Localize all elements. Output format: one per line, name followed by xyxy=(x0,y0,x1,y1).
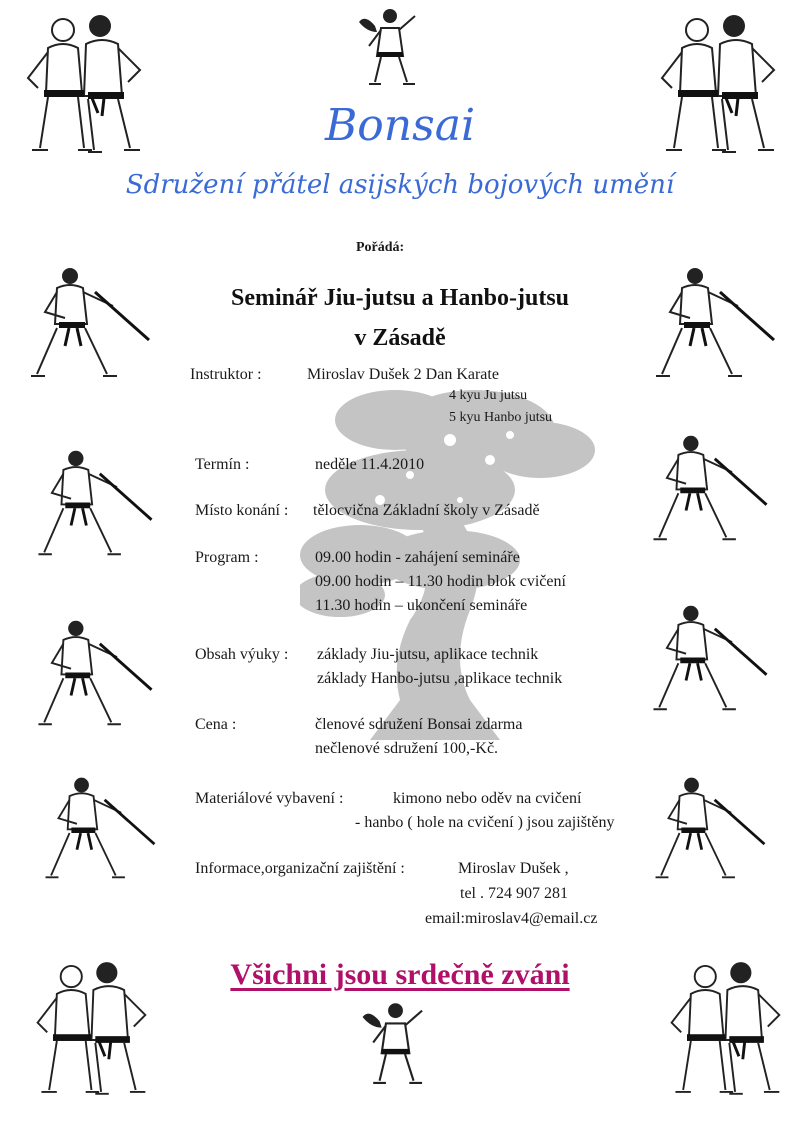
organizes-label: Pořádá: xyxy=(356,240,405,255)
instructor-label: Instruktor : xyxy=(190,366,262,383)
content-line: základy Jiu-jutsu, aplikace technik xyxy=(317,646,539,663)
place-value: tělocvična Základní školy v Zásadě xyxy=(313,502,540,519)
event-title-line1: Seminář Jiu-jutsu a Hanbo-jutsu xyxy=(230,285,570,311)
karateka-bo-staff-illustration xyxy=(30,615,160,730)
equipment-line: kimono nebo oděv na cvičení xyxy=(393,790,582,807)
equipment-line: - hanbo ( hole na cvičení ) jsou zajištěny xyxy=(355,814,615,831)
karateka-bo-staff-illustration xyxy=(645,430,775,545)
brand-title: Bonsai xyxy=(324,100,476,151)
place-label: Místo konání : xyxy=(195,502,289,519)
info-label: Informace,organizační zajištění : xyxy=(195,860,405,877)
program-line: 09.00 hodin – 11.30 hodin blok cvičení xyxy=(315,573,566,590)
karateka-bo-staff-illustration xyxy=(645,262,785,382)
price-label: Cena : xyxy=(195,716,237,733)
karateka-bo-staff-illustration xyxy=(40,770,160,885)
contact-email: email:miroslav4@email.cz xyxy=(425,910,598,927)
instructor-rank: 5 kyu Hanbo jutsu xyxy=(449,410,553,425)
equipment-label: Materiálové vybavení : xyxy=(195,790,344,807)
term-value: neděle 11.4.2010 xyxy=(315,456,425,473)
karateka-bo-staff-illustration xyxy=(650,770,770,885)
karateka-bo-staff-illustration xyxy=(20,262,160,382)
instructor-name: Miroslav Dušek 2 Dan Karate xyxy=(307,366,499,383)
term-label: Termín : xyxy=(195,456,250,473)
contact-phone: tel . 724 907 281 xyxy=(460,885,568,902)
karateka-bo-staff-illustration xyxy=(30,445,160,560)
karateka-bo-staff-illustration xyxy=(645,600,775,715)
throw-technique-illustration xyxy=(358,1000,433,1085)
contact-name: Miroslav Dušek , xyxy=(458,860,569,877)
instructor-rank: 4 kyu Ju jutsu xyxy=(449,388,528,403)
program-line: 11.30 hodin – ukončení semináře xyxy=(315,597,528,614)
price-line: členové sdružení Bonsai zdarma xyxy=(315,716,523,733)
event-title-line2: v Zásadě xyxy=(354,325,446,351)
content-label: Obsah výuky : xyxy=(195,646,289,663)
program-line: 09.00 hodin - zahájení semináře xyxy=(315,549,520,566)
throw-technique-illustration xyxy=(355,6,425,86)
brand-subtitle: Sdružení přátel asijských bojových umění xyxy=(125,170,675,200)
invitation-text: Všichni jsou srdečně zváni xyxy=(230,958,570,991)
program-label: Program : xyxy=(195,549,259,566)
price-line: nečlenové sdružení 100,-Kč. xyxy=(315,740,499,757)
content-line: základy Hanbo-jutsu ,aplikace technik xyxy=(317,670,563,687)
